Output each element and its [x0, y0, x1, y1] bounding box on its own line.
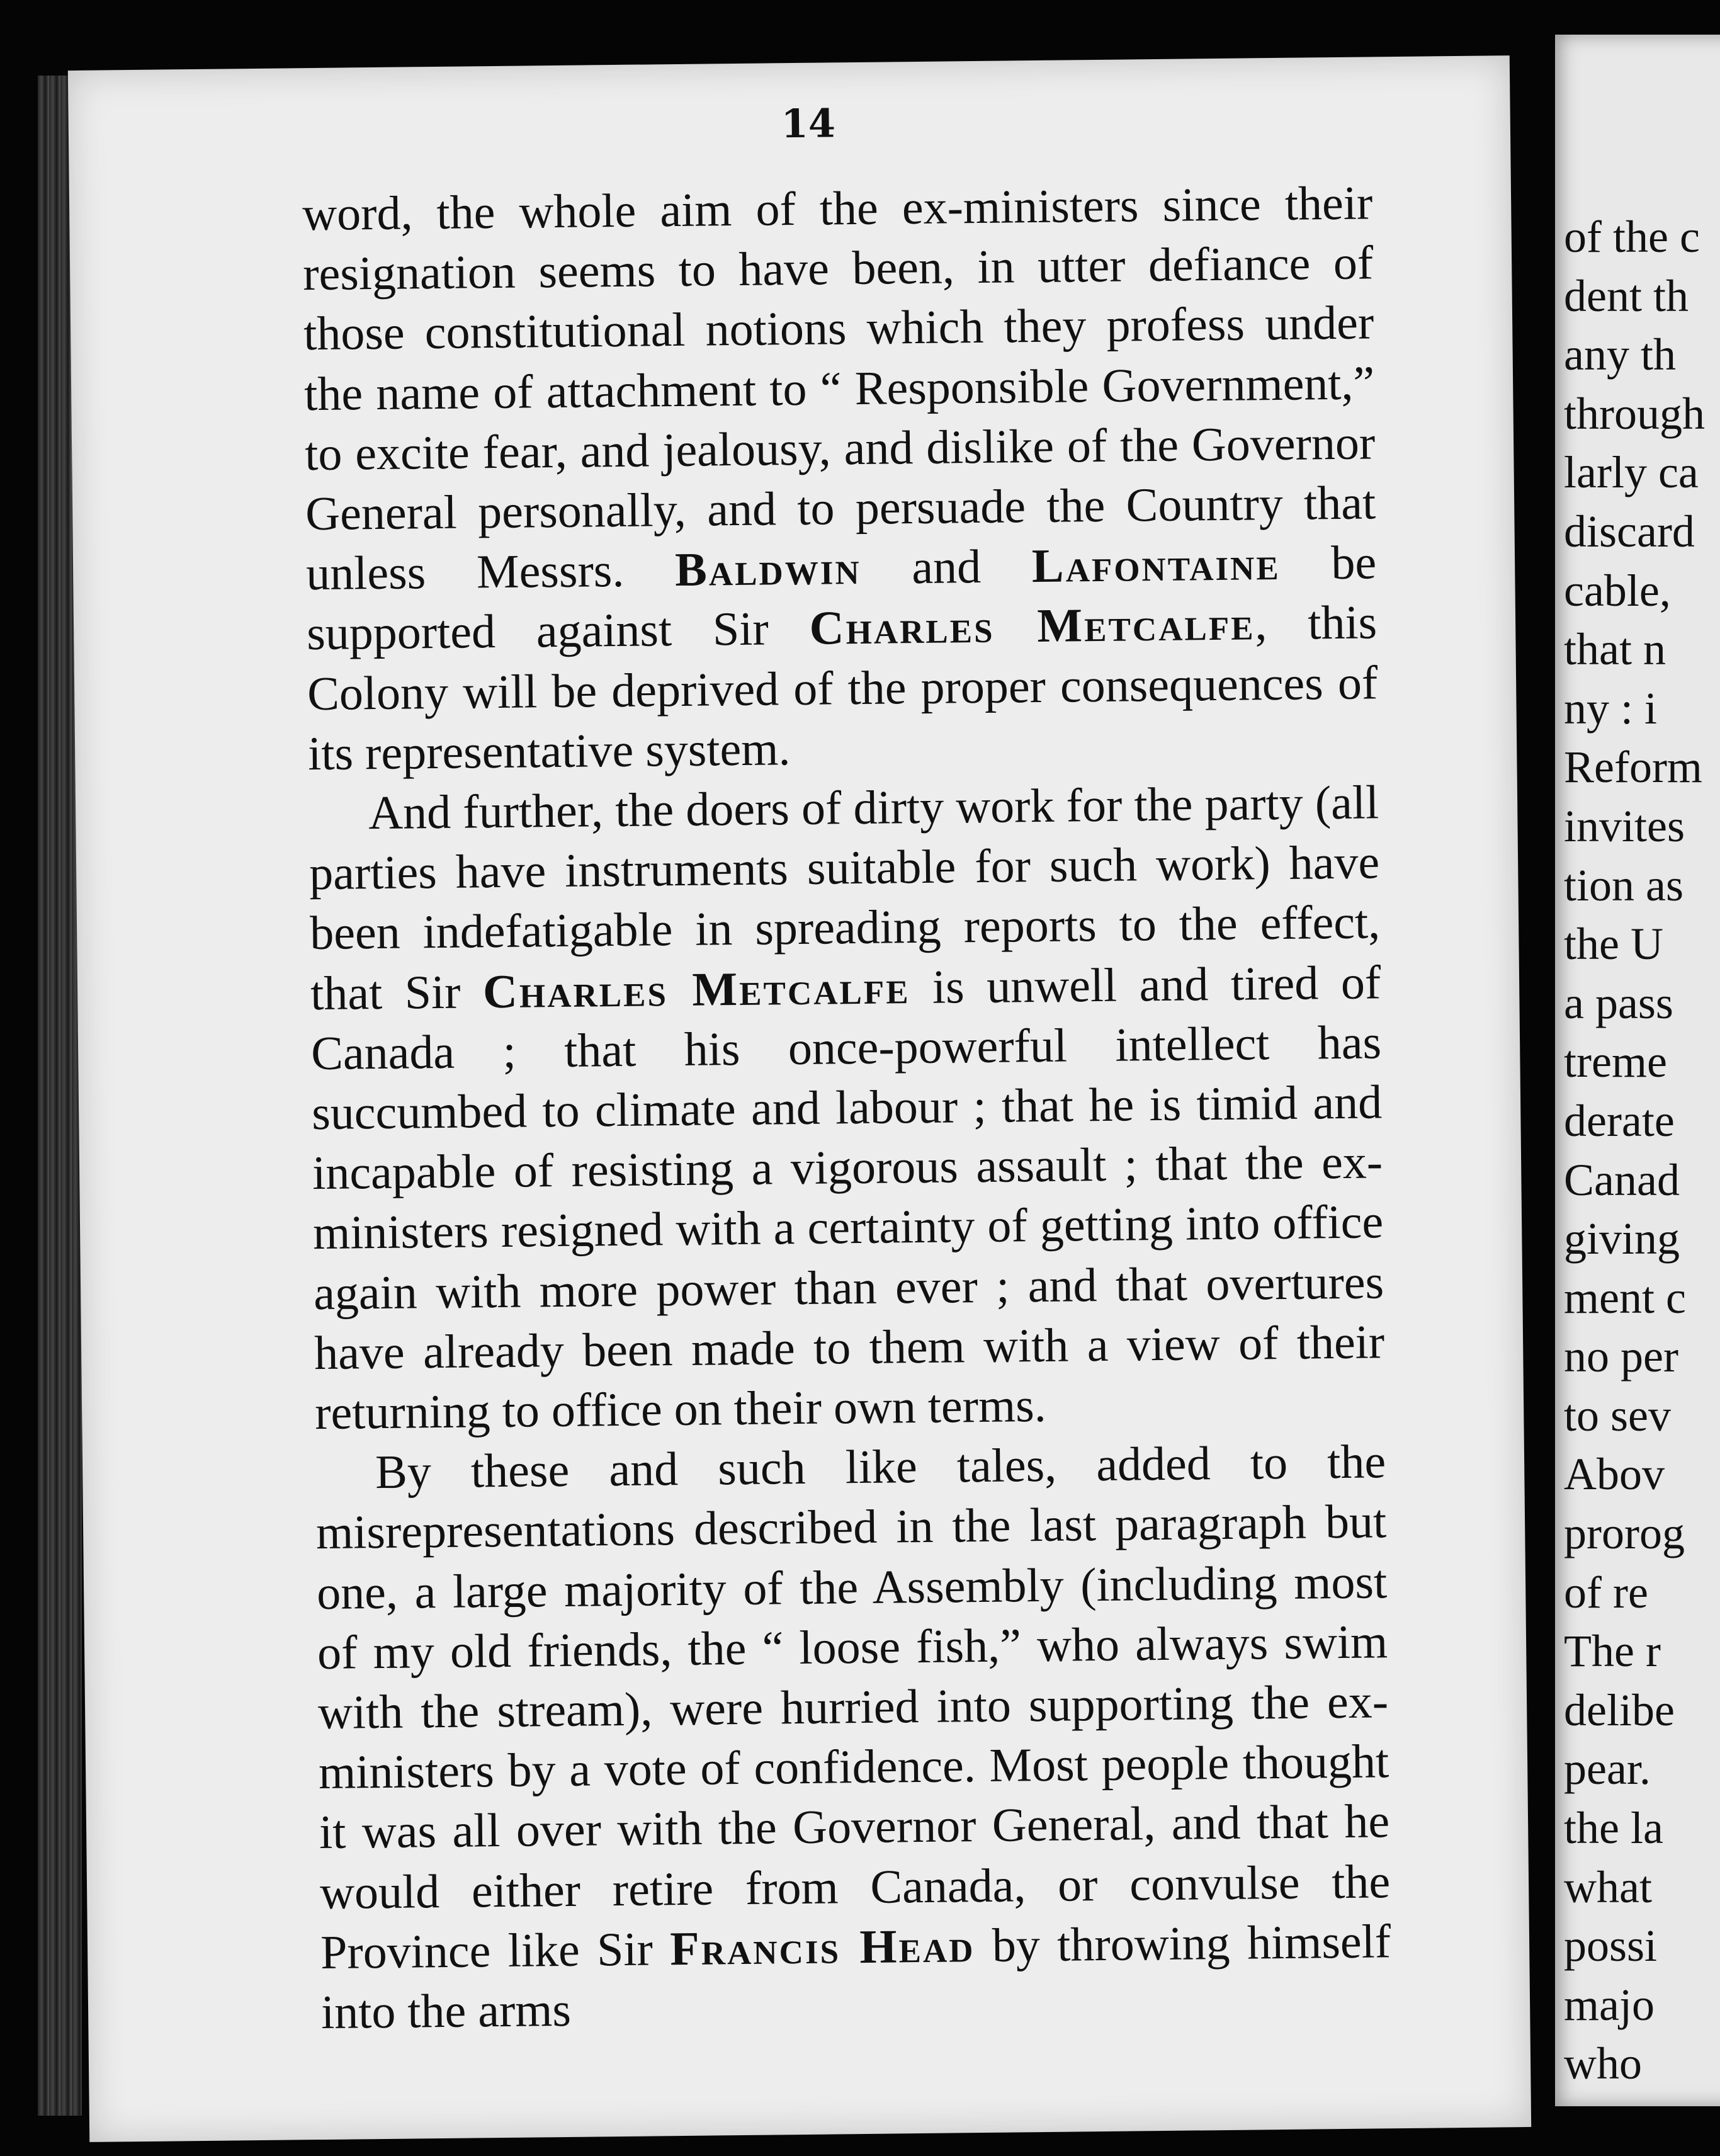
text-run: And further, the doers of dirty work for the party (all parties have instruments suitable for such work) have been indefatigable in spreading reports to the effect, that Sir [308, 776, 1381, 1020]
small-caps-name: Lafontaine [1031, 537, 1281, 593]
facing-page-line: giving [1564, 1213, 1680, 1264]
facing-page-line: treme [1564, 1036, 1667, 1087]
facing-page-line: invites [1564, 800, 1685, 851]
facing-page [1555, 35, 1720, 2106]
body-text [302, 173, 1392, 2043]
facing-page-line: prorog [1564, 1508, 1685, 1559]
text-run: and [861, 540, 1033, 595]
paragraph [302, 173, 1379, 784]
facing-page-line: no per [1564, 1331, 1678, 1382]
small-caps-name: Francis Head [669, 1919, 975, 1976]
facing-page-line: possi [1564, 1921, 1658, 1972]
page-number: 14 [781, 100, 836, 147]
small-caps-name: Baldwin [674, 542, 862, 597]
facing-page-line: cable, [1564, 565, 1671, 616]
text-run: by throwing himself into the arms [320, 1915, 1391, 2040]
paragraph [315, 1433, 1392, 2043]
text-run: , this Colony will be deprived of the proper consequences of its representative system. [307, 596, 1378, 780]
facing-page-line: larly ca [1564, 447, 1699, 498]
facing-page-line: that n [1564, 624, 1666, 675]
small-caps-name: Charles Metcalfe [809, 597, 1255, 655]
facing-page-line: of the c [1564, 212, 1700, 262]
facing-page-line: Canad [1564, 1154, 1680, 1205]
facing-page-line: derate [1564, 1095, 1675, 1146]
facing-page-line: a pass [1564, 977, 1673, 1028]
left-page [68, 55, 1531, 2142]
facing-page-line: ment c [1564, 1272, 1686, 1323]
facing-page-line: what [1564, 1861, 1652, 1912]
text-run: word, the whole aim of the ex-ministers since their resignation seems to have been, in utter defiance of those constitutional notions which they profess under the name of attachment to “ Responsible Government,” to excite fear, and jealousy, and dislike of the Governor General personally, and to persuade the Country that unless Messrs. [302, 176, 1376, 601]
facing-page-line: The r [1564, 1626, 1661, 1677]
text-run: By these and such like tales, added to the misrepresentations described in the last paragraph but one, a large majority of the Assembly (including most of my old friends, the “ loose fish,” who always swim with the stream), were hurried into supporting the ex-ministers by a vote of confidence. Most people thought it was all over with the Governor General, and that he would either retire from Canada, or convulse the Province like Sir [315, 1435, 1391, 1979]
text-run: is unwell and tired of Canada ; that his once-powerful intellect has succumbed to climate and labour ; that he is timid and incapable of resisting a vigorous assault ; that the ex-ministers resigned with a certainty of getting into office again with more power than ever ; and that overtures have already been made to them with a view of their returning to office on their own terms. [310, 955, 1385, 1440]
facing-page-line: of re [1564, 1567, 1648, 1618]
facing-page-line: the U [1564, 919, 1663, 970]
small-caps-name: Charles Metcalfe [482, 960, 910, 1018]
facing-page-line: any th [1564, 329, 1676, 380]
facing-page-line: dent th [1564, 270, 1689, 321]
facing-page-text [1564, 208, 1705, 2094]
facing-page-line: Abov [1564, 1449, 1665, 1500]
facing-page-line: to sev [1564, 1390, 1671, 1441]
facing-page-line: delibe [1564, 1684, 1675, 1735]
facing-page-line: ny : i [1564, 683, 1658, 734]
paragraph [308, 773, 1386, 1443]
facing-page-line: Reform [1564, 742, 1702, 793]
facing-page-line: tion as [1564, 860, 1683, 911]
facing-page-line: discard [1564, 506, 1695, 557]
facing-page-line: through [1564, 388, 1705, 439]
facing-page-line: the la [1564, 1803, 1663, 1854]
facing-page-line: who [1564, 2038, 1642, 2089]
facing-page-line: pear. [1564, 1744, 1651, 1795]
text-run: be supported against Sir [306, 536, 1377, 661]
facing-page-line: majo [1564, 1979, 1655, 2030]
